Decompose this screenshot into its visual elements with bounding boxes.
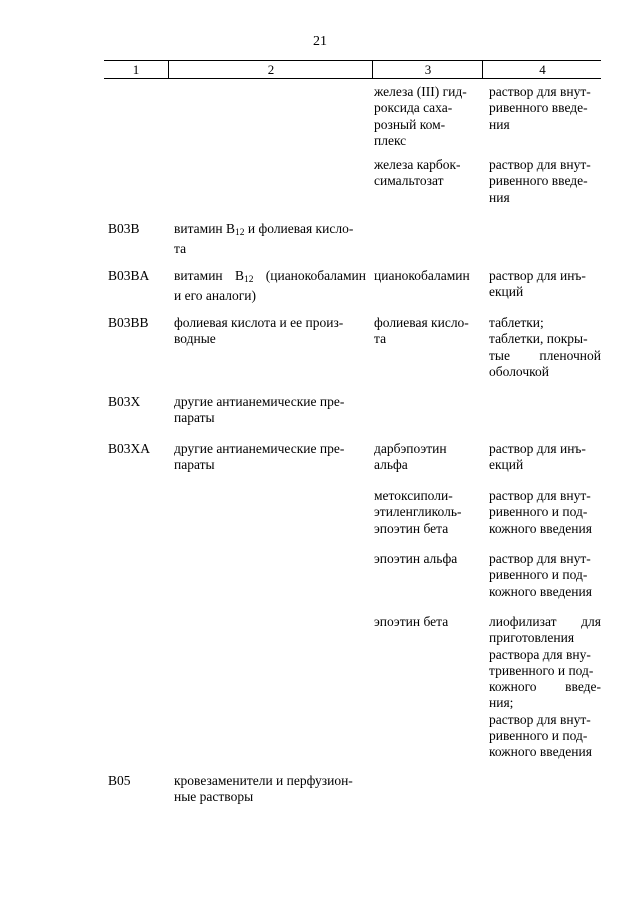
inn-line: эпоэтин альфа: [374, 551, 458, 566]
form-cell: [489, 441, 601, 474]
form-line: раствора для вну-: [489, 646, 591, 662]
group-name-text: витамин B: [174, 221, 236, 236]
inn-line: розный ком-: [374, 116, 446, 132]
inn-cell: [374, 488, 476, 537]
form-cell: [489, 488, 601, 537]
form-cell: [489, 614, 601, 761]
form-cell: [489, 157, 601, 206]
group-name: [174, 394, 366, 427]
form-line: кожного введе-: [489, 679, 601, 695]
inn-line: плекс: [374, 132, 407, 148]
form-line: ривенного и под-: [489, 728, 588, 744]
form-line: ривенного введе-: [489, 173, 588, 189]
form-line: ривенного введе-: [489, 100, 588, 116]
inn-line: дарбэпоэтин: [374, 441, 447, 456]
group-name-line: [174, 268, 366, 288]
inn-cell: [374, 551, 476, 567]
inn-line: железа (III) гид-: [374, 84, 467, 99]
inn-line: альфа: [374, 457, 408, 473]
form-line: таблетки, покры-: [489, 331, 588, 347]
inn-line: фолиевая кисло-: [374, 315, 469, 330]
group-name-line: параты: [174, 410, 215, 426]
header-col-1: 1: [132, 62, 140, 77]
atc-code: B03X: [108, 394, 141, 409]
inn-cell: [374, 84, 476, 149]
form-line: раствор для инъ-: [489, 268, 586, 283]
group-name-line: та: [174, 241, 187, 257]
group-name-line: кровезаменители и перфузион-: [174, 773, 353, 788]
atc-code: B03BB: [108, 315, 149, 330]
inn-line: метоксиполи-: [374, 488, 453, 503]
group-name-line: водные: [174, 331, 216, 347]
form-line: лиофилизат для: [489, 614, 601, 629]
atc-code: B03B: [108, 221, 140, 236]
inn-line: роксида сaха-: [374, 100, 453, 116]
form-cell: [489, 551, 601, 600]
group-name-line: [174, 221, 366, 241]
inn-cell: [374, 614, 476, 630]
form-line: раствор для внут-: [489, 488, 591, 503]
inn-line: та: [374, 331, 387, 347]
form-line: кожного введения: [489, 520, 592, 536]
form-line: ния: [489, 189, 510, 205]
inn-cell: [374, 157, 476, 190]
form-line: таблетки;: [489, 315, 544, 330]
group-name-line: и его аналоги): [174, 288, 256, 304]
header-col-4: 4: [482, 61, 602, 78]
group-name-line: другие антианемические пре-: [174, 441, 345, 456]
inn-cell: [374, 268, 476, 284]
form-line: раствор для инъ-: [489, 441, 586, 456]
atc-code: B03XA: [108, 441, 151, 456]
form-line: раствор для внут-: [489, 157, 591, 172]
group-name: [174, 315, 366, 348]
table-header: [104, 60, 601, 79]
page-number: 21: [313, 34, 327, 49]
form-cell: [489, 84, 601, 133]
group-name-text: витамин B: [174, 268, 244, 283]
form-line: раствор для внут-: [489, 84, 591, 99]
form-cell: [489, 315, 601, 380]
subscript: 12: [243, 275, 254, 285]
inn-line: эпоэтин бета: [374, 614, 449, 629]
form-line: ния;: [489, 695, 514, 711]
subscript: 12: [235, 228, 245, 238]
form-line: кожного введения: [489, 744, 592, 760]
form-line: тые пленочной: [489, 347, 601, 363]
form-line: ния: [489, 116, 510, 132]
form-line: ривенного и под-: [489, 504, 588, 520]
group-name: [174, 268, 366, 305]
group-name: [174, 221, 366, 258]
group-name-text: и фолиевая кисло-: [247, 221, 354, 236]
inn-line: цианокобаламин: [374, 268, 470, 283]
inn-cell: [374, 315, 476, 348]
group-name-line: фолиевая кислота и ее произ-: [174, 315, 344, 330]
header-col-3: 3: [372, 61, 483, 78]
form-line: раствор для внут-: [489, 551, 591, 566]
inn-line: эпоэтин бета: [374, 520, 449, 536]
group-name-line: параты: [174, 457, 215, 473]
form-line: ривенного и под-: [489, 567, 588, 583]
atc-code: B05: [108, 773, 131, 788]
inn-line: симальтозат: [374, 173, 444, 189]
inn-line: железа карбок-: [374, 157, 461, 172]
form-line: екций: [489, 457, 524, 473]
header-col-2: 2: [168, 61, 373, 78]
form-line: приготовления: [489, 630, 575, 646]
group-name-text: (цианокобаламин: [265, 268, 366, 283]
inn-line: этиленгликоль-: [374, 504, 462, 520]
form-line: кожного введения: [489, 583, 592, 599]
group-name-line: ные растворы: [174, 789, 254, 805]
group-name: [174, 441, 366, 474]
group-name: [174, 773, 366, 806]
form-cell: [489, 268, 601, 301]
atc-code: B03BA: [108, 268, 150, 283]
form-line: раствор для внут-: [489, 711, 591, 727]
form-line: тривенного и под-: [489, 662, 594, 678]
group-name-line: другие антианемические пре-: [174, 394, 345, 409]
form-line: оболочкой: [489, 363, 549, 379]
form-line: екций: [489, 284, 524, 300]
inn-cell: [374, 441, 476, 474]
